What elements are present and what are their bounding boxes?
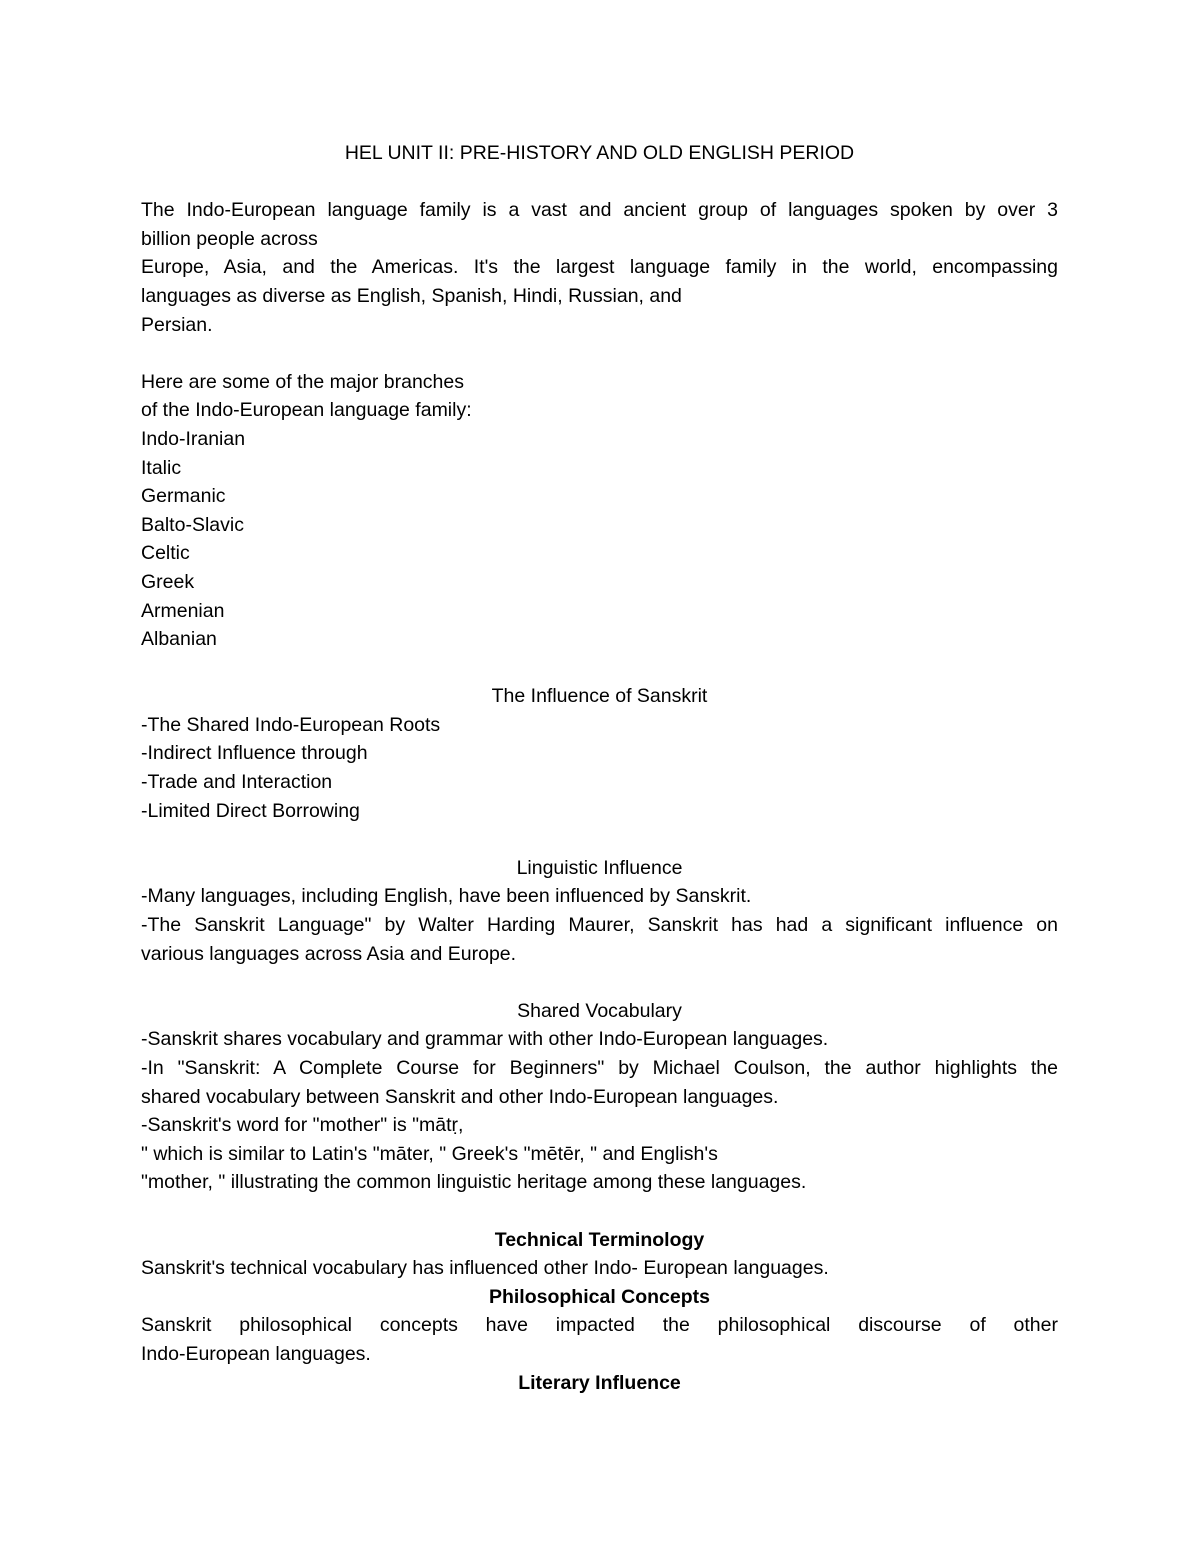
intro-line-2: billion people across xyxy=(141,227,318,250)
blank-line xyxy=(141,654,1058,683)
philosophical-concepts-line-2: Indo-European languages. xyxy=(141,1342,371,1365)
branch-item: Indo-Iranian xyxy=(141,427,246,450)
blank-line xyxy=(141,1197,1058,1226)
intro-line-3: Europe, Asia, and the Americas. It's the largest language family in the world, encompassing xyxy=(141,256,1058,279)
branches-intro-line-1: Here are some of the major branches xyxy=(141,370,464,393)
linguistic-influence-line-2: -The Sanskrit Language" by Walter Harding Maurer, Sanskrit has had a significant influence on xyxy=(141,914,1058,937)
blank-line xyxy=(141,825,1058,854)
shared-vocabulary-line-4: -Sanskrit's word for "mother" is "mātṛ, xyxy=(141,1114,464,1137)
intro-line-1: The Indo-European language family is a vast and ancient group of languages spoken by over 3 xyxy=(141,199,1058,222)
branches-intro-line-2: of the Indo-European language family: xyxy=(141,399,472,422)
shared-vocabulary-line-3: shared vocabulary between Sanskrit and other Indo-European languages. xyxy=(141,1085,779,1108)
shared-vocabulary-line-6: "mother, " illustrating the common linguistic heritage among these languages. xyxy=(141,1171,807,1194)
technical-terminology-heading: Technical Terminology xyxy=(494,1228,705,1251)
sanskrit-influence-item: -The Shared Indo-European Roots xyxy=(141,713,441,736)
shared-vocabulary-line-5: " which is similar to Latin's "māter, " Greek's "mētēr, " and English's xyxy=(141,1142,718,1165)
literary-influence-heading: Literary Influence xyxy=(518,1371,681,1394)
branch-item: Greek xyxy=(141,570,195,593)
linguistic-influence-line-1: -Many languages, including English, have been influenced by Sanskrit. xyxy=(141,885,752,908)
branch-item: Balto-Slavic xyxy=(141,513,244,536)
branch-item: Germanic xyxy=(141,485,226,508)
sanskrit-influence-item: -Limited Direct Borrowing xyxy=(141,799,360,822)
intro-line-4: languages as diverse as English, Spanish, Hindi, Russian, and xyxy=(141,284,682,307)
blank-line xyxy=(141,968,1058,997)
sanskrit-influence-list xyxy=(141,711,1058,825)
intro-line-5: Persian. xyxy=(141,313,213,336)
sanskrit-influence-item: -Indirect Influence through xyxy=(141,742,368,765)
branch-item: Armenian xyxy=(141,599,225,622)
shared-vocabulary-line-1: -Sanskrit shares vocabulary and grammar with other Indo-European languages. xyxy=(141,1028,829,1051)
technical-terminology-text: Sanskrit's technical vocabulary has influenced other Indo- European languages. xyxy=(141,1257,829,1280)
branches-list xyxy=(141,425,1058,654)
blank-line xyxy=(141,168,1058,197)
branch-item: Celtic xyxy=(141,542,190,565)
branch-item: Italic xyxy=(141,456,182,479)
branch-item: Albanian xyxy=(141,628,217,651)
linguistic-influence-line-3: various languages across Asia and Europe. xyxy=(141,942,517,965)
linguistic-influence-heading: Linguistic Influence xyxy=(516,856,683,879)
shared-vocabulary-heading: Shared Vocabulary xyxy=(517,999,682,1022)
sanskrit-influence-heading: The Influence of Sanskrit xyxy=(491,685,708,708)
blank-line xyxy=(141,339,1058,368)
philosophical-concepts-heading: Philosophical Concepts xyxy=(488,1285,711,1308)
sanskrit-influence-item: -Trade and Interaction xyxy=(141,771,333,794)
document-title: HEL UNIT II: PRE-HISTORY AND OLD ENGLISH PERIOD xyxy=(344,142,855,164)
document-body xyxy=(141,139,1058,1397)
philosophical-concepts-line-1: Sanskrit philosophical concepts have impacted the philosophical discourse of other xyxy=(141,1314,1058,1337)
shared-vocabulary-line-2: -In "Sanskrit: A Complete Course for Beginners" by Michael Coulson, the author highlights the xyxy=(141,1057,1058,1079)
